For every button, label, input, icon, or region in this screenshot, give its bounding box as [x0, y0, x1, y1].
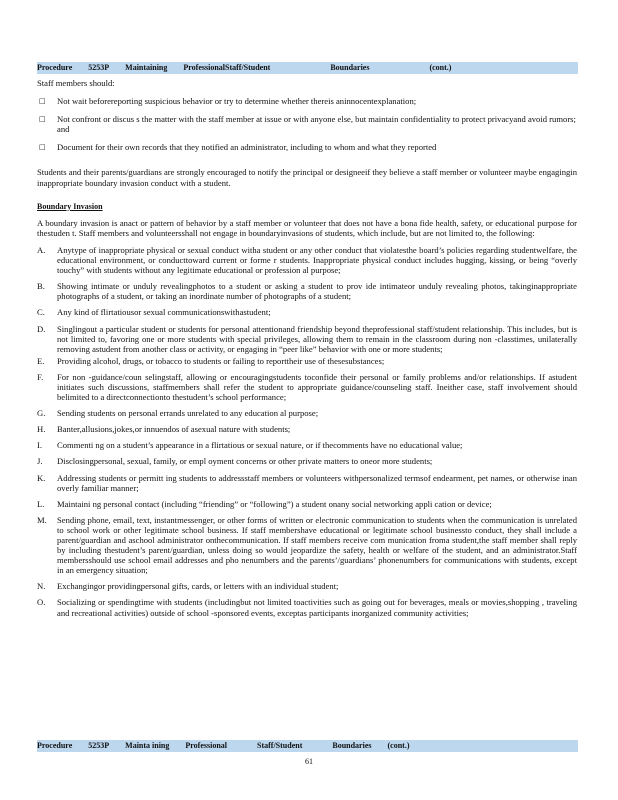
footer-title-1: Mainta ining	[125, 741, 170, 750]
section-heading: Boundary Invasion	[37, 201, 103, 211]
list-text: Anytype of inappropriate physical or sexual conduct witha student or any other conduct that violatesthe board’s policies regarding studentwelfare, the educational environment, or conducttoward current or forme r students. Inappropriate physical conduct includes hugging, kissing, or being “overly touchy” with students without any legitimate educational or profession al purpose;	[57, 244, 577, 276]
footer-number: 5253P	[88, 741, 110, 750]
list-item	[37, 473, 577, 493]
list-text: Socializing or spendingtime with students (includingbut not limited toactivities such as going out for beverages, meals or movies,shopping , traveling and recreational activities) outside of school -sponsored events, exceptas participants inorganized community activities;	[57, 597, 577, 618]
list-item	[37, 424, 577, 434]
definition-paragraph: A boundary invasion is anact or pattern of behavior by a staff member or volunteer that does not have a bona fide health, safety, or educational purpose for thestuden t. Staff members and volunteersshall not engage in boundaryinvasions of students, which include, but are not limited to, the following:	[37, 217, 577, 238]
header-title-2: ProfessionalStaff/Student	[183, 63, 271, 72]
bullet-text: Not wait beforereporting suspicious behavior or try to determine whether thereis aninnocentexplanation;	[57, 96, 417, 107]
list-text: Providing alcohol, drugs, or tobacco to students or failing to reporttheir use of thesesubstances;	[57, 355, 385, 366]
bullet-item	[37, 142, 577, 152]
bullet-item	[37, 96, 577, 106]
list-item	[37, 597, 577, 617]
boundary-list	[37, 245, 577, 618]
list-letter: E.	[37, 355, 45, 366]
bullet-text: Not confront or discus s the matter with the staff member at issue or with anyone else, but maintain confidentiality to protect privacyand avoid rumors; and	[57, 114, 576, 135]
header-title-1: Maintaining	[125, 63, 168, 72]
list-item	[37, 408, 577, 418]
bullet-icon: □	[39, 97, 46, 106]
list-text: Addressing students or permitt ing students to addressstaff members or volunteers withpersonalized termsof endearment, pet names, or otherwise inan overly familiar manner;	[57, 472, 577, 493]
list-letter: A.	[37, 244, 46, 255]
list-letter: M.	[37, 514, 47, 525]
list-text: Any kind of flirtatiousor sexual communicationswithastudent;	[57, 307, 271, 318]
list-letter: N.	[37, 581, 46, 592]
list-letter: F.	[37, 371, 44, 382]
list-item	[37, 515, 577, 576]
list-item	[37, 581, 577, 591]
bullet-item	[37, 114, 577, 134]
intro-text: Staff members should:	[37, 78, 115, 88]
list-text: Banter,allusions,jokes,or innuendos of asexual nature with students;	[57, 424, 291, 435]
list-item	[37, 307, 577, 317]
list-text: For non -guidance/coun selingstaff, allowing or encouragingstudents toconfide their personal or family problems and/or relationships. If astudent initiates such discussions, staffmembers shall refer the student to appropriate guidance/counseling staff. Ineither case, staff involvement should belimited to a directconnectionto thestudent’s school performance;	[57, 371, 577, 403]
body-content	[37, 78, 577, 618]
footer-title-3: Staff/Student	[257, 741, 303, 750]
list-letter: C.	[37, 307, 45, 318]
list-text: Sending phone, email, text, instantmessenger, or other forms of written or electronic communication to students when the communication is unrelated to school work or other legitimate school business. If staff membershave educational or legitimate school businessto conduct, they shall include a parent/guardian and aschool administrator onthecommunication. If staff members receive com munication froma student,the staff member shall reply by including thestudent’s parent/guardian, unless doing so would jeopardize the safety, health or welfare of the student, and an administrator.Staff membersshould use school email addresses and pho nenumbers and the parents’/guardians’ phonenumbers for communications with students, except in an emergency situation;	[57, 514, 577, 576]
page-number: 61	[305, 757, 313, 766]
list-item	[37, 281, 577, 301]
footer-title-2: Professional	[185, 741, 228, 750]
list-item	[37, 499, 577, 509]
list-letter: H.	[37, 424, 46, 435]
footer-title-4: Boundaries	[332, 741, 372, 750]
list-text: Exchangingor providingpersonal gifts, cards, or letters with an individual student;	[57, 581, 339, 592]
list-letter: G.	[37, 408, 46, 419]
list-letter: J.	[37, 456, 43, 467]
list-letter: B.	[37, 281, 45, 292]
students-paragraph: Students and their parents/guardians are strongly encouraged to notify the principal or designeeif they believe a staff member or volunteer maybe engagingin inappropriate boundary invasion conduct with a student.	[37, 167, 577, 188]
list-letter: I.	[37, 440, 43, 451]
list-item	[37, 356, 577, 366]
footer-cont: (cont.)	[387, 741, 410, 750]
list-text: Maintaini ng personal contact (including “friending” or “following”) a student onany social networking appli cation or device;	[57, 498, 492, 509]
footer-label: Procedure	[37, 741, 73, 750]
list-letter: D.	[37, 323, 46, 334]
bullet-icon: □	[39, 143, 46, 152]
list-item	[37, 440, 577, 450]
list-text: Showing intimate or unduly revealingphotos to a student or asking a student to prov ide intimateor unduly revealing photos, takinginappropriate photographs of a student, or taking an inordinate number of photographs of a student;	[57, 281, 577, 302]
list-letter: K.	[37, 472, 46, 483]
bullet-icon: □	[39, 115, 46, 124]
list-text: Sending students on personal errands unrelated to any education al purpose;	[57, 408, 319, 419]
list-text: Singlingout a particular student or students for personal attentionand friendship beyond theprofessional staff/student relationship. This includes, but is not limited to, favoring one or more students with special privileges, allowing them to remain in the classroom during non -classtimes, unilaterally removing astudent from another class or activity, or engaging in “peer like” behavior with one or more students;	[57, 323, 577, 354]
header-title-3: Boundaries	[330, 63, 370, 72]
list-letter: O.	[37, 597, 46, 608]
list-item	[37, 456, 577, 466]
header-cont: (cont.)	[429, 63, 452, 72]
header-label: Procedure	[37, 63, 73, 72]
list-item	[37, 372, 577, 402]
list-text: Disclosingpersonal, sexual, family, or empl oyment concerns or other private matters to oneor more students;	[57, 456, 433, 467]
procedure-header-band	[37, 62, 578, 74]
procedure-footer-band	[37, 740, 578, 752]
header-number: 5253P	[88, 63, 110, 72]
bullet-text: Document for their own records that they notified an administrator, including to whom and what they reported	[57, 142, 437, 153]
list-text: Commenti ng on a student’s appearance in a flirtatious or sexual nature, or if thecomments have no educational value;	[57, 440, 463, 451]
list-letter: L.	[37, 498, 45, 509]
list-item	[37, 324, 577, 354]
list-item	[37, 245, 577, 275]
